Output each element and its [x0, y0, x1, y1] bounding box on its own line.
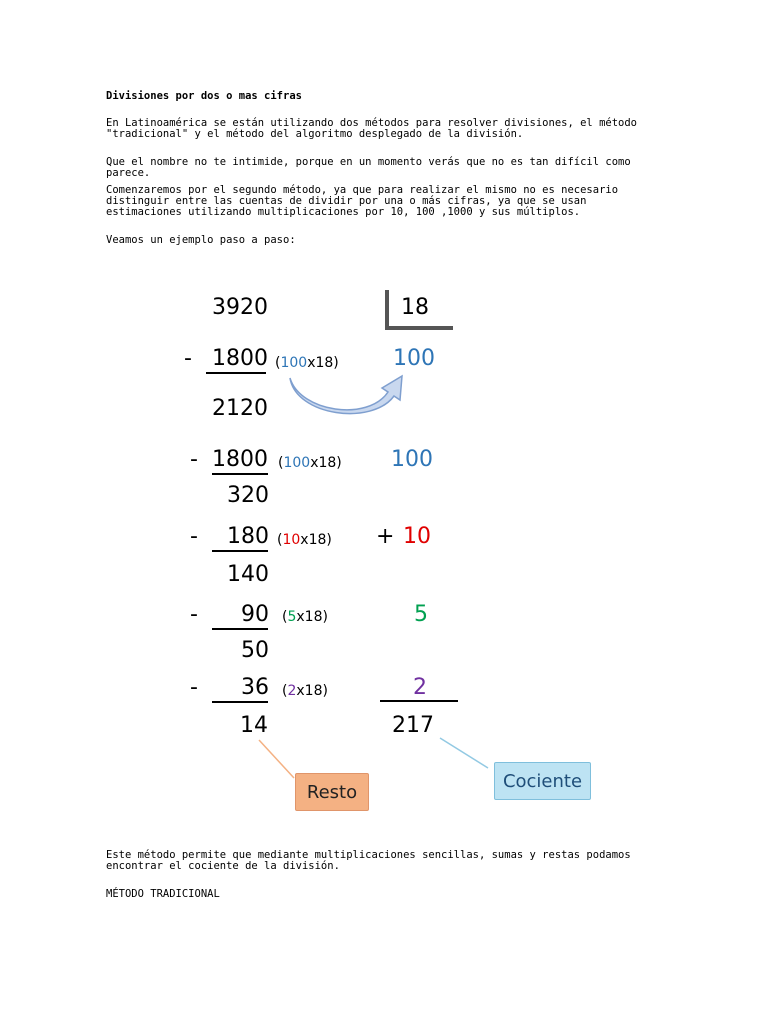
partial-quotient: 100 [393, 346, 435, 371]
subtrahend: 1800 [212, 447, 268, 472]
subtraction-line [212, 473, 268, 475]
subtrahend: 90 [241, 602, 269, 627]
dividend: 3920 [212, 295, 268, 320]
minus-sign: - [190, 524, 198, 549]
subtraction-line [206, 372, 266, 374]
minus-sign: - [184, 346, 192, 371]
paragraph-example: Veamos un ejemplo paso a paso: [106, 234, 296, 246]
remainder: 320 [227, 483, 269, 508]
multiplication-note: (100x18) [278, 455, 342, 471]
resto-label: Resto [306, 781, 358, 803]
multiplication-note: (5x18) [282, 609, 328, 625]
curved-arrow-icon [286, 372, 416, 420]
partial-quotient: 10 [403, 524, 431, 549]
subtraction-line [212, 701, 268, 703]
paragraph-method: Comenzaremos por el segundo método, ya que para realizar el mismo no es necesario distinguir entre las cuentas de dividir por una o más cifras, ya que se usan estimaciones utilizando multiplicaciones por 10, 100 ,1000 y sus múltiplos. [106, 184, 625, 218]
minus-sign: - [190, 447, 198, 472]
remainder: 50 [241, 638, 269, 663]
partial-quotient: 5 [414, 602, 428, 627]
final-quotient: 217 [392, 713, 434, 738]
subtrahend: 180 [227, 524, 269, 549]
multiplication-note: (2x18) [282, 683, 328, 699]
multiplication-note: (100x18) [275, 355, 339, 371]
paragraph-intro: En Latinoamérica se están utilizando dos métodos para resolver divisiones, el método "tradicional" y el método del algoritmo desplegado de la división. [106, 117, 644, 140]
subtrahend: 1800 [212, 346, 268, 371]
sum-line [380, 700, 458, 702]
subtraction-line [212, 628, 268, 630]
final-remainder: 14 [240, 713, 268, 738]
partial-quotient: 2 [413, 675, 427, 700]
section-heading: MÉTODO TRADICIONAL [106, 888, 220, 900]
cociente-callout [494, 762, 591, 800]
subtrahend: 36 [241, 675, 269, 700]
paragraph-encouragement: Que el nombre no te intimide, porque en un momento verás que no es tan difícil como parece. [106, 156, 638, 179]
partial-quotient: 100 [391, 447, 433, 472]
remainder: 2120 [212, 396, 268, 421]
resto-callout [295, 773, 369, 811]
callout-pointers [250, 730, 510, 790]
plus-sign: + [376, 524, 395, 549]
divisor: 18 [401, 295, 429, 320]
minus-sign: - [190, 675, 198, 700]
minus-sign: - [190, 602, 198, 627]
subtraction-line [212, 550, 268, 552]
doc-title: Divisiones por dos o mas cifras [106, 90, 302, 102]
paragraph-conclusion: Este método permite que mediante multiplicaciones sencillas, sumas y restas podamos encontrar el cociente de la división. [106, 849, 638, 872]
cociente-label: Cociente [502, 770, 583, 792]
remainder: 140 [227, 562, 269, 587]
multiplication-note: (10x18) [277, 532, 332, 548]
